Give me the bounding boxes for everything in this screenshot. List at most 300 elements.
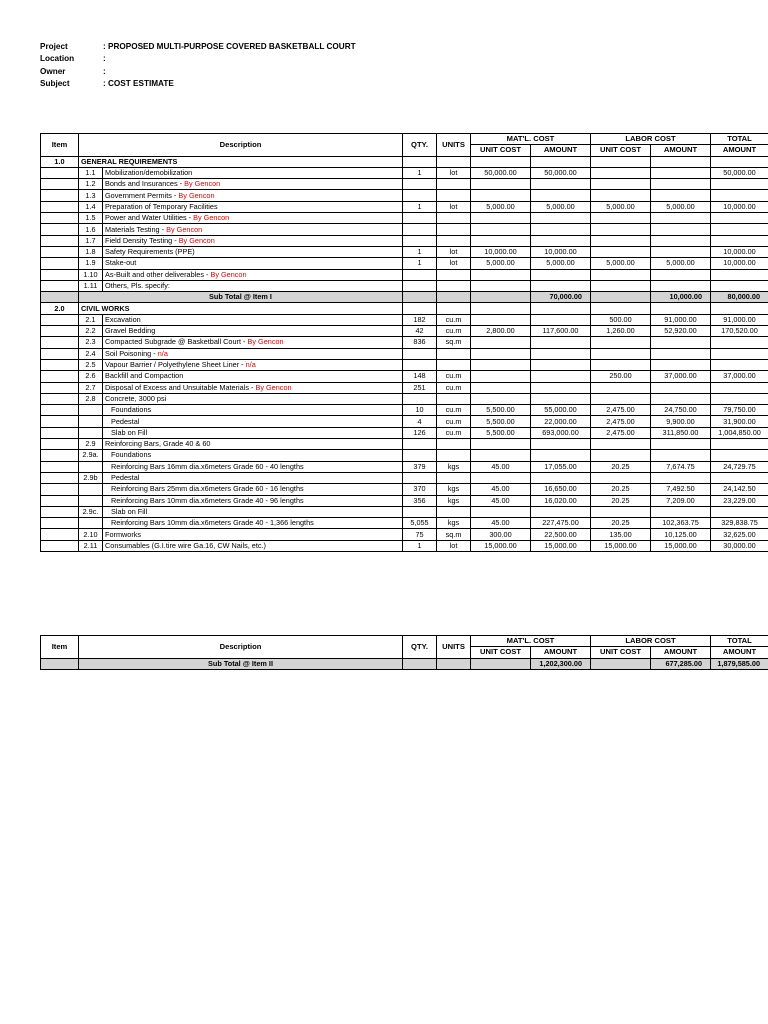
table-header xyxy=(41,134,768,157)
item-number: 2.9 xyxy=(79,439,103,450)
description-text: Pedestal xyxy=(111,473,140,483)
table-row xyxy=(41,269,768,280)
col-item: Item xyxy=(41,636,79,659)
unit-cell: cu.m xyxy=(437,326,471,337)
matl-unit-cost: 5,500.00 xyxy=(471,405,531,416)
matl-amount xyxy=(531,280,591,291)
total-amount: 329,838.75 xyxy=(711,518,768,529)
matl-unit-cost: 300.00 xyxy=(471,529,531,540)
total-amount xyxy=(711,337,768,348)
matl-unit-cost: 45.00 xyxy=(471,518,531,529)
description-text: Reinforcing Bars 16mm dia.x6meters Grade 60 - 40 lengths xyxy=(111,461,304,471)
item-number: 2.10 xyxy=(79,529,103,540)
total-amount: 170,520.00 xyxy=(711,326,768,337)
empty-cell xyxy=(403,303,437,314)
matl-unit-cost xyxy=(471,280,531,291)
subtotal-label: Sub Total @ Item II xyxy=(79,658,403,669)
item-number: 1.6 xyxy=(79,224,103,235)
matl-unit-cost: 50,000.00 xyxy=(471,167,531,178)
item-description xyxy=(103,179,403,190)
col-units: UNITS xyxy=(437,134,471,157)
unit-cell: lot xyxy=(437,201,471,212)
description-text: Backfill and Compaction xyxy=(105,371,184,381)
labor-unit-cost xyxy=(591,235,651,246)
empty-cell xyxy=(41,179,79,190)
table-row xyxy=(41,326,768,337)
section-title: CIVIL WORKS xyxy=(79,303,403,314)
matl-amount xyxy=(531,439,591,450)
item-number: 1.10 xyxy=(79,269,103,280)
item-number: 2.4 xyxy=(79,348,103,359)
table-row xyxy=(41,506,768,517)
description-text: Reinforcing Bars, Grade 40 & 60 xyxy=(105,439,211,449)
qty-cell: 126 xyxy=(403,427,437,438)
qty-cell: 251 xyxy=(403,382,437,393)
matl-unit-cost xyxy=(471,506,531,517)
matl-amount: 22,000.00 xyxy=(531,416,591,427)
description-text: Pedestal xyxy=(111,416,140,426)
labor-unit-cost xyxy=(591,450,651,461)
matl-unit-cost xyxy=(471,450,531,461)
labor-amount: 15,000.00 xyxy=(651,540,711,551)
col-qty: QTY. xyxy=(403,636,437,659)
matl-amount xyxy=(531,179,591,190)
item-number: 2.5 xyxy=(79,359,103,370)
matl-amount: 117,600.00 xyxy=(531,326,591,337)
empty-cell xyxy=(41,292,79,303)
item-description xyxy=(103,348,403,359)
matl-unit-cost xyxy=(471,348,531,359)
empty-cell xyxy=(41,269,79,280)
description-text: Field Density Testing - xyxy=(105,235,179,245)
item-number: 2.7 xyxy=(79,382,103,393)
labor-unit-cost: 5,000.00 xyxy=(591,258,651,269)
description-text: As-Built and other deliverables - xyxy=(105,269,211,279)
matl-amount: 693,000.00 xyxy=(531,427,591,438)
labor-amount xyxy=(651,348,711,359)
item-number: 1.4 xyxy=(79,201,103,212)
qty-cell: 1 xyxy=(403,167,437,178)
description-text: Compacted Subgrade @ Basketball Court - xyxy=(105,337,248,347)
labor-unit-cost xyxy=(591,246,651,257)
col-labor-amount: AMOUNT xyxy=(651,647,711,658)
labor-amount xyxy=(651,269,711,280)
item-description xyxy=(103,461,403,472)
labor-amount: 7,209.00 xyxy=(651,495,711,506)
labor-unit-cost: 20.25 xyxy=(591,461,651,472)
empty-cell xyxy=(41,167,79,178)
empty-cell xyxy=(41,246,79,257)
labor-unit-cost: 2,475.00 xyxy=(591,427,651,438)
item-description xyxy=(103,427,403,438)
description-note: By Gencon xyxy=(178,190,215,200)
matl-unit-cost: 10,000.00 xyxy=(471,246,531,257)
header-label: Location xyxy=(40,54,75,64)
labor-unit-cost xyxy=(591,167,651,178)
unit-cell: cu.m xyxy=(437,382,471,393)
labor-unit-cost xyxy=(591,472,651,483)
description-text: Excavation xyxy=(105,314,141,324)
table-row xyxy=(41,190,768,201)
item-number: 1.5 xyxy=(79,213,103,224)
document-header xyxy=(40,41,356,91)
table-row xyxy=(41,472,768,483)
labor-unit-cost xyxy=(591,269,651,280)
table-row xyxy=(41,235,768,246)
labor-unit-cost: 20.25 xyxy=(591,484,651,495)
item-description xyxy=(103,326,403,337)
total-amount: 10,000.00 xyxy=(711,246,768,257)
labor-amount xyxy=(651,393,711,404)
empty-cell xyxy=(41,190,79,201)
summary-header xyxy=(41,636,768,659)
header-label: Project xyxy=(40,42,68,51)
description-note: n/a xyxy=(157,348,168,358)
matl-amount xyxy=(531,393,591,404)
labor-unit-cost: 2,475.00 xyxy=(591,416,651,427)
subtotal-labor-amount: 677,285.00 xyxy=(651,658,711,669)
qty-cell xyxy=(403,269,437,280)
unit-cell: lot xyxy=(437,540,471,551)
col-qty: QTY. xyxy=(403,134,437,157)
total-amount: 79,750.00 xyxy=(711,405,768,416)
unit-cell: lot xyxy=(437,167,471,178)
qty-cell xyxy=(403,235,437,246)
empty-cell xyxy=(41,359,79,370)
col-labor-unit-cost: UNIT COST xyxy=(591,647,651,658)
unit-cell xyxy=(437,472,471,483)
labor-unit-cost: 5,000.00 xyxy=(591,201,651,212)
empty-cell xyxy=(41,450,79,461)
empty-cell xyxy=(437,303,471,314)
total-amount: 10,000.00 xyxy=(711,258,768,269)
item-number: 1.8 xyxy=(79,246,103,257)
item-description xyxy=(103,472,403,483)
description-text: Foundations xyxy=(111,405,152,415)
description-note: By Gencon xyxy=(210,269,247,279)
total-amount xyxy=(711,359,768,370)
table-row xyxy=(41,405,768,416)
description-text: Materials Testing - xyxy=(105,224,167,234)
matl-amount: 22,500.00 xyxy=(531,529,591,540)
total-amount: 24,142.50 xyxy=(711,484,768,495)
labor-amount: 7,674.75 xyxy=(651,461,711,472)
item-description xyxy=(103,495,403,506)
header-row xyxy=(40,78,356,90)
table-body xyxy=(41,156,768,551)
item-description xyxy=(103,258,403,269)
matl-unit-cost xyxy=(471,382,531,393)
empty-cell xyxy=(41,337,79,348)
description-note: n/a xyxy=(245,360,256,370)
col-matl-unit-cost: UNIT COST xyxy=(471,145,531,156)
unit-cell xyxy=(437,235,471,246)
subtotal-labor-amount: 10,000.00 xyxy=(651,292,711,303)
matl-unit-cost xyxy=(471,439,531,450)
labor-unit-cost: 20.25 xyxy=(591,518,651,529)
unit-cell: kgs xyxy=(437,484,471,495)
qty-cell xyxy=(403,472,437,483)
col-item: Item xyxy=(41,134,79,157)
section-row xyxy=(41,156,768,167)
matl-amount xyxy=(531,224,591,235)
description-text: Slab on Fill xyxy=(111,427,148,437)
qty-cell: 379 xyxy=(403,461,437,472)
empty-cell xyxy=(437,292,471,303)
table-row xyxy=(41,495,768,506)
item-description xyxy=(103,484,403,495)
header-label: Owner xyxy=(40,66,66,76)
labor-amount: 5,000.00 xyxy=(651,258,711,269)
empty-cell xyxy=(41,439,79,450)
qty-cell: 1 xyxy=(403,246,437,257)
cost-estimate-table xyxy=(40,133,768,552)
item-description xyxy=(103,224,403,235)
description-note: By Gencon xyxy=(193,213,230,223)
matl-unit-cost xyxy=(471,235,531,246)
total-amount xyxy=(711,280,768,291)
table-row xyxy=(41,518,768,529)
description-text: Gravel Bedding xyxy=(105,326,156,336)
item-description xyxy=(103,393,403,404)
description-text: Safety Requirements (PPE) xyxy=(105,247,195,257)
item-number xyxy=(79,416,103,427)
matl-unit-cost xyxy=(471,224,531,235)
header-value: : COST ESTIMATE xyxy=(103,79,174,89)
item-description xyxy=(103,314,403,325)
total-amount: 23,229.00 xyxy=(711,495,768,506)
qty-cell: 1 xyxy=(403,258,437,269)
matl-amount: 16,020.00 xyxy=(531,495,591,506)
col-matl-cost: MAT'L. COST xyxy=(471,134,591,145)
subtotal-total: 80,000.00 xyxy=(711,292,768,303)
item-description xyxy=(103,246,403,257)
item-number: 2.2 xyxy=(79,326,103,337)
table-row xyxy=(41,348,768,359)
empty-cell xyxy=(41,213,79,224)
empty-cell xyxy=(591,292,651,303)
subtotal-row xyxy=(41,292,768,303)
description-note: By Gencon xyxy=(184,179,221,189)
qty-cell: 356 xyxy=(403,495,437,506)
item-description xyxy=(103,416,403,427)
total-amount: 50,000.00 xyxy=(711,167,768,178)
total-amount: 31,900.00 xyxy=(711,416,768,427)
total-amount xyxy=(711,190,768,201)
matl-unit-cost xyxy=(471,269,531,280)
total-amount xyxy=(711,269,768,280)
unit-cell: lot xyxy=(437,258,471,269)
empty-cell xyxy=(41,506,79,517)
empty-cell xyxy=(41,371,79,382)
empty-cell xyxy=(41,314,79,325)
empty-cell xyxy=(41,382,79,393)
table-row xyxy=(41,450,768,461)
empty-cell xyxy=(41,393,79,404)
labor-amount xyxy=(651,450,711,461)
labor-unit-cost xyxy=(591,190,651,201)
description-note: By Gencon xyxy=(255,382,292,392)
labor-unit-cost: 250.00 xyxy=(591,371,651,382)
labor-amount: 24,750.00 xyxy=(651,405,711,416)
empty-cell xyxy=(41,529,79,540)
total-amount xyxy=(711,348,768,359)
empty-cell xyxy=(437,156,471,167)
table-row xyxy=(41,393,768,404)
item-number: 1.1 xyxy=(79,167,103,178)
matl-unit-cost: 45.00 xyxy=(471,484,531,495)
matl-amount xyxy=(531,337,591,348)
table-row xyxy=(41,213,768,224)
labor-unit-cost xyxy=(591,280,651,291)
section-title: GENERAL REQUIREMENTS xyxy=(79,156,403,167)
labor-amount xyxy=(651,337,711,348)
description-text: Power and Water Utilities - xyxy=(105,213,194,223)
qty-cell xyxy=(403,190,437,201)
unit-cell: sq.m xyxy=(437,337,471,348)
table-row xyxy=(41,540,768,551)
section-number: 1.0 xyxy=(41,156,79,167)
unit-cell: cu.m xyxy=(437,416,471,427)
col-total: TOTAL xyxy=(711,134,768,145)
unit-cell xyxy=(437,224,471,235)
labor-unit-cost: 1,260.00 xyxy=(591,326,651,337)
labor-amount xyxy=(651,439,711,450)
total-amount: 91,000.00 xyxy=(711,314,768,325)
col-total-amount: AMOUNT xyxy=(711,145,768,156)
labor-unit-cost xyxy=(591,393,651,404)
qty-cell: 836 xyxy=(403,337,437,348)
matl-amount xyxy=(531,371,591,382)
item-description xyxy=(103,506,403,517)
item-description xyxy=(103,235,403,246)
item-number xyxy=(79,461,103,472)
total-amount xyxy=(711,235,768,246)
item-number: 2.9b xyxy=(79,472,103,483)
matl-unit-cost: 2,800.00 xyxy=(471,326,531,337)
matl-unit-cost: 5,500.00 xyxy=(471,416,531,427)
matl-unit-cost: 5,000.00 xyxy=(471,258,531,269)
matl-amount: 15,000.00 xyxy=(531,540,591,551)
item-number: 1.3 xyxy=(79,190,103,201)
table-row xyxy=(41,416,768,427)
matl-unit-cost: 5,000.00 xyxy=(471,201,531,212)
description-text: Reinforcing Bars 25mm dia.x6meters Grade 60 - 16 lengths xyxy=(111,484,304,494)
empty-cell xyxy=(531,303,591,314)
qty-cell xyxy=(403,224,437,235)
item-number xyxy=(79,427,103,438)
labor-amount xyxy=(651,167,711,178)
unit-cell: kgs xyxy=(437,518,471,529)
unit-cell xyxy=(437,190,471,201)
empty-cell xyxy=(41,201,79,212)
matl-unit-cost xyxy=(471,190,531,201)
matl-amount xyxy=(531,506,591,517)
matl-unit-cost xyxy=(471,314,531,325)
total-amount xyxy=(711,179,768,190)
matl-amount xyxy=(531,359,591,370)
description-text: Reinforcing Bars 10mm dia.x6meters Grade 40 - 96 lengths xyxy=(111,495,304,505)
item-number: 1.7 xyxy=(79,235,103,246)
unit-cell: lot xyxy=(437,246,471,257)
matl-unit-cost xyxy=(471,359,531,370)
matl-amount: 17,055.00 xyxy=(531,461,591,472)
labor-unit-cost xyxy=(591,337,651,348)
item-number: 2.11 xyxy=(79,540,103,551)
labor-unit-cost: 15,000.00 xyxy=(591,540,651,551)
labor-amount: 311,850.00 xyxy=(651,427,711,438)
header-row xyxy=(40,66,356,78)
labor-unit-cost xyxy=(591,179,651,190)
labor-amount xyxy=(651,190,711,201)
matl-amount: 10,000.00 xyxy=(531,246,591,257)
col-labor-cost: LABOR COST xyxy=(591,134,711,145)
total-amount xyxy=(711,382,768,393)
matl-amount: 50,000.00 xyxy=(531,167,591,178)
qty-cell xyxy=(403,450,437,461)
col-units: UNITS xyxy=(437,636,471,659)
total-amount xyxy=(711,393,768,404)
empty-cell xyxy=(41,416,79,427)
empty-cell xyxy=(41,258,79,269)
empty-cell xyxy=(651,156,711,167)
header-row xyxy=(40,53,356,65)
item-description xyxy=(103,518,403,529)
labor-amount xyxy=(651,246,711,257)
total-amount xyxy=(711,439,768,450)
empty-cell xyxy=(471,156,531,167)
labor-amount xyxy=(651,179,711,190)
matl-unit-cost xyxy=(471,337,531,348)
labor-unit-cost xyxy=(591,439,651,450)
labor-amount xyxy=(651,382,711,393)
empty-cell xyxy=(41,540,79,551)
labor-unit-cost xyxy=(591,224,651,235)
item-number xyxy=(79,518,103,529)
unit-cell xyxy=(437,506,471,517)
table-row xyxy=(41,484,768,495)
matl-unit-cost xyxy=(471,371,531,382)
empty-cell xyxy=(591,156,651,167)
col-labor-unit-cost: UNIT COST xyxy=(591,145,651,156)
total-amount: 37,000.00 xyxy=(711,371,768,382)
item-description xyxy=(103,337,403,348)
description-text: Formworks xyxy=(105,529,142,539)
labor-unit-cost: 2,475.00 xyxy=(591,405,651,416)
empty-cell xyxy=(403,156,437,167)
item-number: 2.6 xyxy=(79,371,103,382)
item-description xyxy=(103,201,403,212)
item-number: 2.9c. xyxy=(79,506,103,517)
unit-cell xyxy=(437,280,471,291)
subtotal-total: 1,879,585.00 xyxy=(711,658,768,669)
labor-amount xyxy=(651,472,711,483)
unit-cell: cu.m xyxy=(437,405,471,416)
item-description xyxy=(103,405,403,416)
summary-table xyxy=(40,635,768,670)
qty-cell: 5,055 xyxy=(403,518,437,529)
qty-cell xyxy=(403,348,437,359)
total-amount xyxy=(711,213,768,224)
table-row xyxy=(41,201,768,212)
matl-amount xyxy=(531,235,591,246)
total-amount xyxy=(711,450,768,461)
empty-cell xyxy=(41,518,79,529)
item-number: 1.9 xyxy=(79,258,103,269)
labor-amount: 91,000.00 xyxy=(651,314,711,325)
matl-amount xyxy=(531,382,591,393)
col-matl-amount: AMOUNT xyxy=(531,647,591,658)
